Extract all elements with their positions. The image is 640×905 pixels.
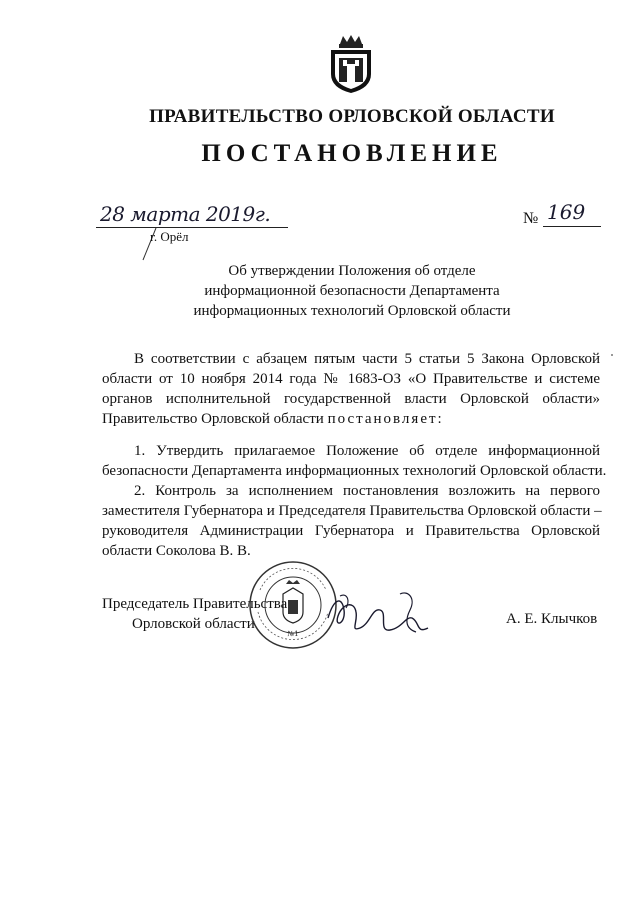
scan-artifact [611,354,613,356]
document-type-title: ПОСТАНОВЛЕНИЕ [201,140,503,167]
body-line: 2. Контроль за исполнением постановления возложить на первого [134,483,600,499]
body-line: органов исполнительной государственной власти Орловской области» [102,391,600,407]
subject-line: Об утверждении Положения об отделе [228,263,476,279]
signatory-position-line: Председатель Правительства [102,596,288,612]
body-line: заместителя Губернатора и Председателя Правительства Орловской области – [102,503,602,519]
number-label: № [523,210,539,227]
handwritten-number: 169 [547,200,586,224]
subject-line: информационной безопасности Департамента [204,283,500,299]
svg-text:№1: №1 [287,630,299,638]
body-line-resolution [102,409,600,429]
document-body [102,349,607,561]
subject-line: информационных технологий Орловской области [193,303,511,319]
body-line: области Соколова В. В. [102,543,251,559]
signatory-position-line: Орловской области [132,616,255,632]
handwritten-date-text: 28 марта 2019г. [100,202,271,226]
body-line: В соответствии с абзацем пятым части 5 статьи 5 Закона Орловской [134,351,600,367]
number-underline [543,226,601,227]
handwritten-signature [320,588,440,644]
body-line: руководителя Администрации Губернатора и Правительства Орловской [102,523,600,539]
body-line: безопасности Департамента информационных технологий Орловской области. [102,463,607,479]
body-line: области от 10 ноября 2014 года № 1683-ОЗ «О Правительстве и системе [102,371,600,387]
date-underline [96,227,288,228]
signatory-name: А. Е. Клычков [506,611,598,627]
handwritten-date [98,200,308,234]
body-line-prefix: Правительство Орловской области [102,411,328,427]
resolves-word: постановляет: [327,411,444,427]
body-line: 1. Утвердить прилагаемое Положение об отделе информационной [134,443,600,459]
city-label: г. Орёл [150,229,189,244]
government-title: ПРАВИТЕЛЬСТВО ОРЛОВСКОЙ ОБЛАСТИ [149,106,555,127]
coat-of-arms-icon [326,34,376,94]
document-subject [160,261,544,321]
